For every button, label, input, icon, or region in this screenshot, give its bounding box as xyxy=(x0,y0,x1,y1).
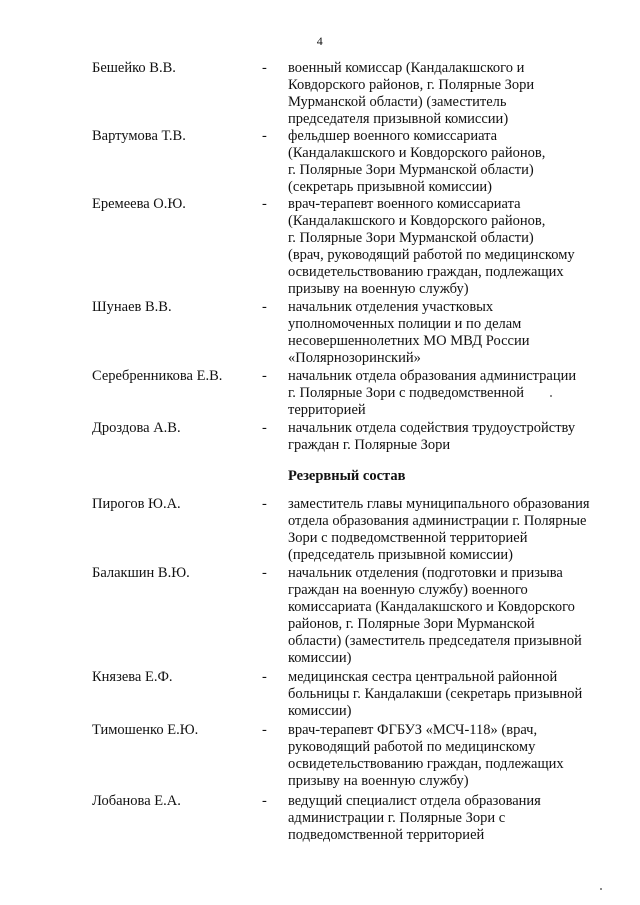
page-number: 4 xyxy=(316,34,324,48)
reserve-member-entry xyxy=(0,496,640,565)
member-name: Серебренникова Е.В. xyxy=(92,368,223,384)
member-role: фельдшер военного комиссариата (Кандалакшского и Ковдорского районов, г. Полярные Зори Мурманской области) (секретарь призывной комиссии) xyxy=(288,128,546,195)
member-dash: - xyxy=(262,420,267,436)
member-dash: - xyxy=(262,368,267,384)
member-dash: - xyxy=(262,299,267,315)
member-entry xyxy=(0,420,640,454)
member-name: Шунаев В.В. xyxy=(92,299,172,315)
member-dash: - xyxy=(262,669,267,685)
reserve-members-list xyxy=(0,496,640,845)
member-name: Князева Е.Ф. xyxy=(92,669,173,685)
member-name: Балакшин В.Ю. xyxy=(92,565,190,581)
reserve-member-entry xyxy=(0,565,640,669)
member-entry xyxy=(0,196,640,299)
member-name: Вартумова Т.В. xyxy=(92,128,186,144)
member-dash: - xyxy=(262,793,267,809)
scan-speck xyxy=(600,888,602,890)
member-role: начальник отделения (подготовки и призыва граждан на военную службу) военного комиссариата (Кандалакшского и Ковдорского районов, г. Полярные Зори Мурманской области) (заместитель председателя призывной комиссии) xyxy=(288,565,582,666)
member-role: медицинская сестра центральной районной больницы г. Кандалакши (секретарь призывной комиссии) xyxy=(288,669,583,719)
reserve-heading: Резервный состав xyxy=(288,468,406,484)
member-dash: - xyxy=(262,196,267,212)
main-members-list xyxy=(0,60,640,454)
member-entry xyxy=(0,60,640,128)
reserve-member-entry xyxy=(0,793,640,845)
member-dash: - xyxy=(262,60,267,76)
member-role: начальник отделения участковых уполномоченных полиции и по делам несовершеннолетних МО МВД России «Полярнозоринский» xyxy=(288,299,530,366)
member-name: Пирогов Ю.А. xyxy=(92,496,181,512)
member-name: Лобанова Е.А. xyxy=(92,793,181,809)
member-role: заместитель главы муниципального образования отдела образования администрации г. Полярные Зори с подведомственной территорией (председатель призывной комиссии) xyxy=(288,496,590,563)
member-name: Бешейко В.В. xyxy=(92,60,176,76)
member-role: врач-терапевт военного комиссариата (Кандалакшского и Ковдорского районов, г. Полярные Зори Мурманской области) (врач, руководящий работой по медицинскому освидетельствованию граждан, подлежащих призыву на военную службу) xyxy=(288,196,575,297)
member-dash: - xyxy=(262,565,267,581)
member-entry xyxy=(0,299,640,368)
member-role: военный комиссар (Кандалакшского и Ковдорского районов, г. Полярные Зори Мурманской области) (заместитель председателя призывной комиссии) xyxy=(288,60,535,127)
member-name: Дроздова А.В. xyxy=(92,420,181,436)
member-dash: - xyxy=(262,128,267,144)
member-role: начальник отдела образования администрации г. Полярные Зори с подведомственной территорией xyxy=(288,368,577,418)
scan-speck xyxy=(550,395,552,397)
member-dash: - xyxy=(262,496,267,512)
member-role: начальник отдела содействия трудоустройству граждан г. Полярные Зори xyxy=(288,420,576,453)
reserve-member-entry xyxy=(0,669,640,722)
member-name: Еремеева О.Ю. xyxy=(92,196,186,212)
member-role: врач-терапевт ФГБУЗ «МСЧ-118» (врач, руководящий работой по медицинскому освидетельствованию граждан, подлежащих призыву на военную службу) xyxy=(288,722,564,789)
reserve-member-entry xyxy=(0,722,640,793)
member-entry xyxy=(0,368,640,420)
member-name: Тимошенко Е.Ю. xyxy=(92,722,199,738)
member-role: ведущий специалист отдела образования администрации г. Полярные Зори с подведомственной территорией xyxy=(288,793,541,843)
member-dash: - xyxy=(262,722,267,738)
member-entry xyxy=(0,128,640,196)
